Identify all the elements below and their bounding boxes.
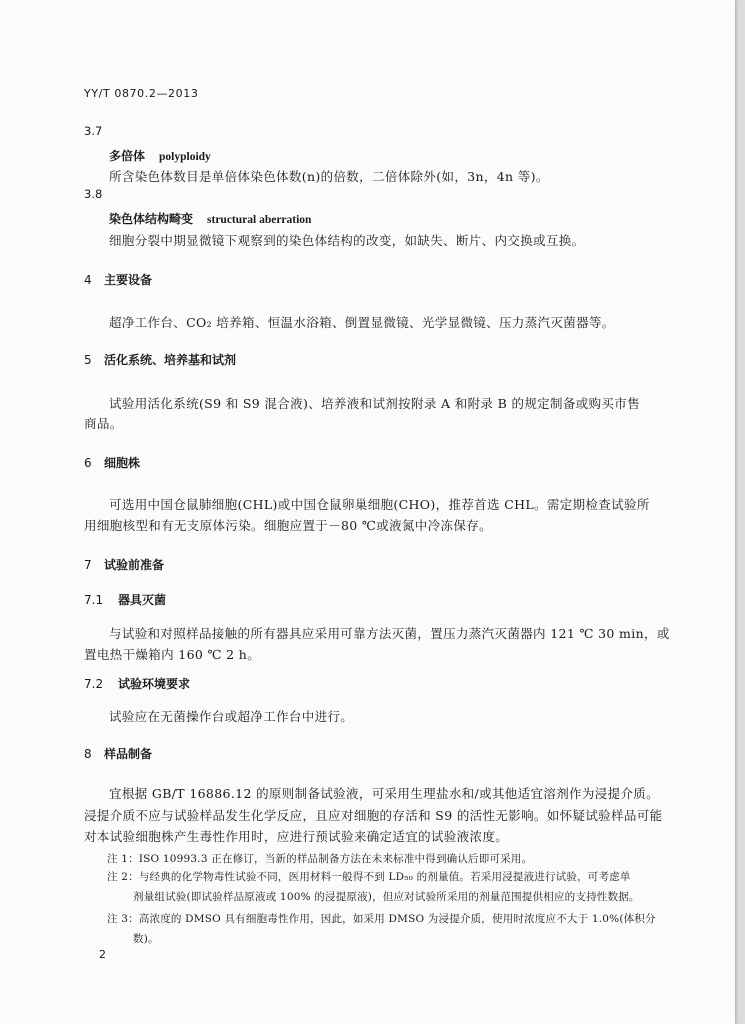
term-chinese: 多倍体 <box>109 149 146 163</box>
note-3-line-2: 数)。 <box>133 933 159 945</box>
section-3-8-term <box>109 208 311 227</box>
term-chinese: 染色体结构畸变 <box>109 212 194 226</box>
section-number: 6 <box>84 456 92 470</box>
section-number: 5 <box>84 353 92 367</box>
section-number: 8 <box>84 747 92 761</box>
note-2-line-1: 注 2：与经典的化学物毒性试验不同，医用材料一般得不到 LD₅₀ 的剂量值。若采用浸提液进行试验，可考虑单 <box>107 871 631 883</box>
section-title: 样品制备 <box>104 747 153 761</box>
section-8-text-line-3: 对本试验细胞株产生毒性作用时，应进行预试验来确定适宜的试验液浓度。 <box>84 829 509 844</box>
section-3-7-number: 3.7 <box>84 124 103 138</box>
section-7-heading <box>84 556 164 573</box>
section-8-heading <box>84 745 152 762</box>
section-3-7-term <box>109 145 211 164</box>
note-3-line-1: 注 3：高浓度的 DMSO 具有细胞毒性作用，因此，如采用 DMSO 为浸提介质，使用时浓度应不大于 1.0%(体积分 <box>107 913 656 925</box>
section-3-7-definition: 所含染色体数目是单倍体染色体数(n)的倍数，二倍体除外(如，3n，4n 等)。 <box>109 169 549 184</box>
note-1: 注 1：ISO 10993.3 正在修订，当新的样品制备方法在未来标准中得到确认后即可采用。 <box>107 853 533 865</box>
section-8-text-line-1: 宜根据 GB/T 16886.12 的原则制备试验液，可采用生理盐水和/或其他适宜溶剂作为浸提介质。 <box>109 786 659 801</box>
section-3-8-number: 3.8 <box>84 187 103 201</box>
section-title: 试验环境要求 <box>118 677 191 691</box>
section-6-text-line-1: 可选用中国仓鼠肺细胞(CHL)或中国仓鼠卵巢细胞(CHO)，推荐首选 CHL。需定期检查试验所 <box>109 497 650 512</box>
term-english: polyploidy <box>159 151 211 163</box>
page-number: 2 <box>99 948 106 961</box>
term-english: structural aberration <box>207 214 312 226</box>
section-number: 7 <box>84 558 92 572</box>
section-8-text-line-2: 浸提介质不应与试验样品发生化学反应，且应对细胞的存活和 S9 的活性无影响。如怀疑试验样品可能 <box>84 808 663 823</box>
section-title: 细胞株 <box>104 456 141 470</box>
section-number: 4 <box>84 273 92 287</box>
section-title: 试验前准备 <box>104 558 165 572</box>
section-3-8-definition: 细胞分裂中期显微镜下观察到的染色体结构的改变，如缺失、断片、内交换或互换。 <box>109 233 585 248</box>
section-6-text-line-2: 用细胞核型和有无支原体污染。细胞应置于－80 ℃或液氮中冷冻保存。 <box>84 518 492 533</box>
section-title: 器具灭菌 <box>118 593 167 607</box>
standard-number: YY/T 0870.2—2013 <box>84 87 199 100</box>
section-5-text-line-2: 商品。 <box>84 416 123 431</box>
section-title: 活化系统、培养基和试剂 <box>104 353 237 367</box>
section-7-1-text-line-1: 与试验和对照样品接触的所有器具应采用可靠方法灭菌，置压力蒸汽灭菌器内 121 ℃ 30 min，或 <box>109 626 670 641</box>
section-4-text: 超净工作台、CO₂ 培养箱、恒温水浴箱、倒置显微镜、光学显微镜、压力蒸汽灭菌器等。 <box>109 315 615 330</box>
note-2-line-2: 剂量组试验(即试验样品原液或 100% 的浸提原液)，但应对试验所采用的剂量范围提供相应的支持性数据。 <box>133 891 640 903</box>
section-6-heading <box>84 454 140 471</box>
section-number: 7.1 <box>84 593 104 607</box>
section-5-heading <box>84 351 236 368</box>
section-number: 7.2 <box>84 677 104 691</box>
section-4-heading <box>84 271 152 288</box>
section-7-2-heading <box>84 675 190 692</box>
section-title: 主要设备 <box>104 273 153 287</box>
section-7-1-heading <box>84 591 166 608</box>
section-5-text-line-1: 试验用活化系统(S9 和 S9 混合液)、培养液和试剂按附录 A 和附录 B 的规定制备或购买市售 <box>109 396 640 411</box>
section-7-1-text-line-2: 置电热干燥箱内 160 ℃ 2 h。 <box>84 647 261 662</box>
section-7-2-text: 试验应在无菌操作台或超净工作台中进行。 <box>109 709 354 724</box>
